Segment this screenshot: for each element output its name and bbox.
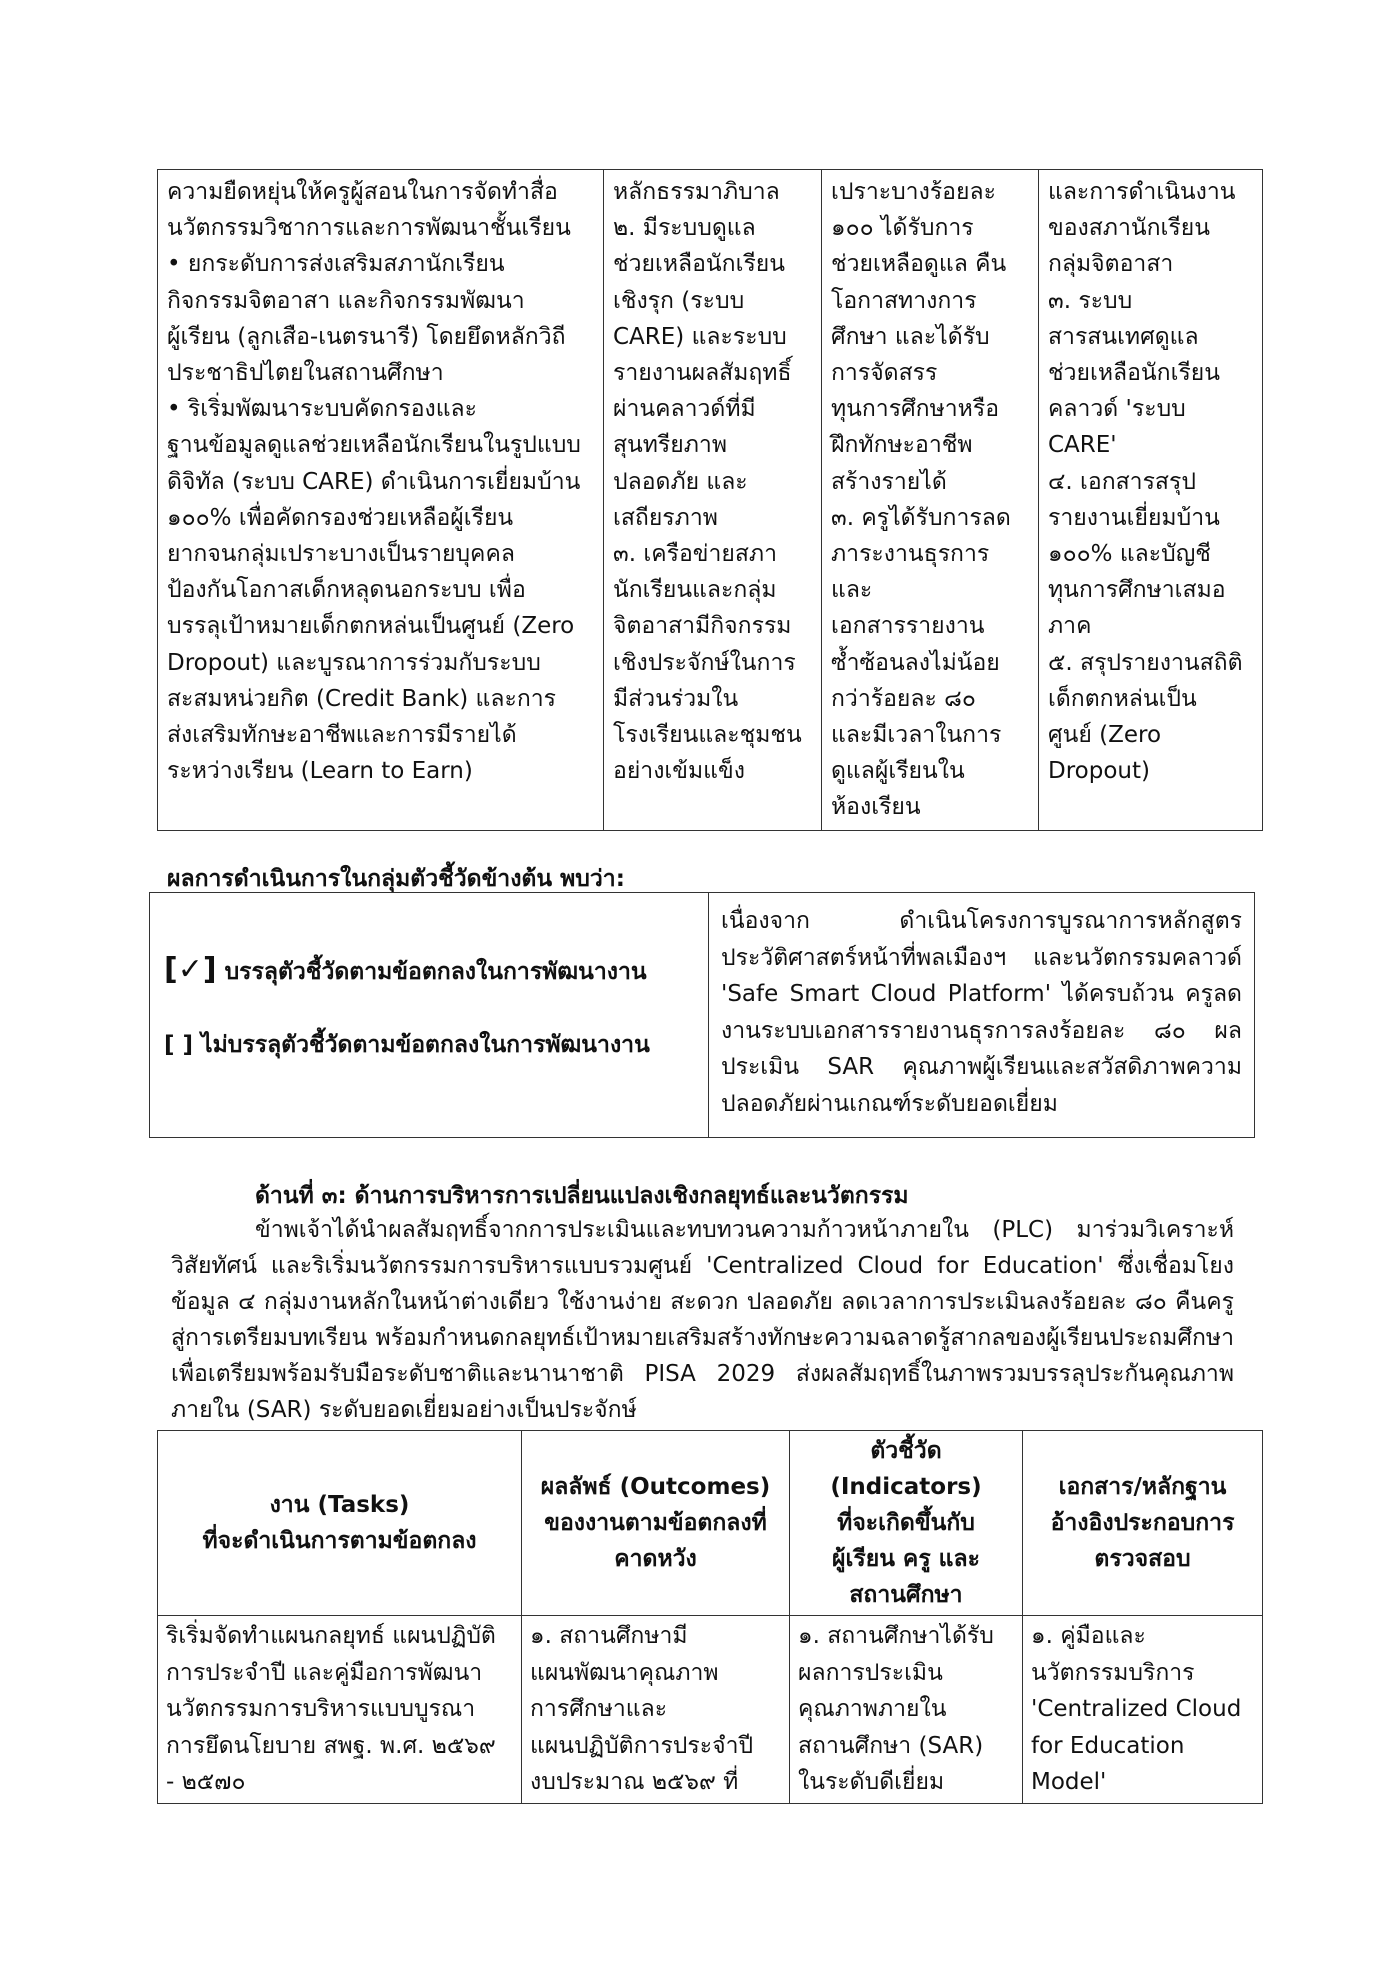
header-evidence: เอกสาร/หลักฐาน อ้างอิงประกอบการ ตรวจสอบ: [1023, 1431, 1263, 1616]
header-outcomes: ผลลัพธ์ (Outcomes) ของงานตามข้อตกลงที่ คาดหวัง: [522, 1431, 790, 1616]
unchecked-box-icon: [ ]: [164, 1031, 194, 1058]
result-reason-cell: เนื่องจาก ดำเนินโครงการบูรณาการหลักสูตรประวัติศาสตร์หน้าที่พลเมืองฯ และนวัตกรรมคลาวด์ 'Safe Smart Cloud Platform' ได้ครบถ้วน ครูลดงานระบบเอกสารรายงานธุรการลงร้อยละ ๘๐ ผลประเมิน SAR คุณภาพผู้เรียนและสวัสดิภาพความปลอดภัยผ่านเกณฑ์ระดับยอดเยี่ยม: [709, 893, 1255, 1138]
option-achieved: [164, 952, 694, 991]
header-tasks: งาน (Tasks) ที่จะดำเนินการตามข้อตกลง: [158, 1431, 522, 1616]
table-row: [158, 170, 1263, 831]
table-header-row: [158, 1431, 1263, 1616]
section-3-paragraph: ข้าพเจ้าได้นำผลสัมฤทธิ์จากการประเมินและทบทวนความก้าวหน้าภายใน (PLC) มาร่วมวิเคราะห์วิสัยทัศน์ และริเริ่มนวัตกรรมการบริหารแบบรวมศูนย์ 'Centralized Cloud for Education' ซึ่งเชื่อมโยงข้อมูล ๔ กลุ่มงานหลักในหน้าต่างเดียว ใช้งานง่าย สะดวก ปลอดภัย ลดเวลาการประเมินลงร้อยละ ๘๐ คืนครูสู่การเตรียมบทเรียน พร้อมกำหนดกลยุทธ์เป้าหมายเสริมสร้างทักษะความฉลาดรู้สากลของผู้เรียนประถมศึกษาเพื่อเตรียมพร้อมรับมือระดับชาติและนานาชาติ PISA 2029 ส่งผลสัมฤทธิ์ในภาพรวมบรรลุประกันคุณภาพภายใน (SAR) ระดับยอดเยี่ยมอย่างเป็นประจักษ์: [171, 1217, 1234, 1423]
outcome-cell: หลักธรรมาภิบาล ๒. มีระบบดูแล ช่วยเหลือนักเรียน เชิงรุก (ระบบ CARE) และระบบ รายงานผลสัมฤทธิ์ ผ่านคลาวด์ที่มี สุนทรียภาพ ปลอดภัย และ เสถียรภาพ ๓. เครือข่ายสภา นักเรียนและกลุ่ม จิตอาสามีกิจกรรม เชิงประจักษ์ในการ มีส่วนร่วมใน โรงเรียนและชุมชน อย่างเข้มแข็ง: [604, 170, 822, 831]
table-row: [158, 1616, 1263, 1804]
option-not-achieved-label: ไม่บรรลุตัวชี้วัดตามข้อตกลงในการพัฒนางาน: [201, 1031, 650, 1058]
indicator-cell: ๑. สถานศึกษาได้รับ ผลการประเมิน คุณภาพภายใน สถานศึกษา (SAR) ในระดับดีเยี่ยม: [790, 1616, 1023, 1804]
strategy-agreement-table: [157, 1430, 1263, 1804]
result-options-cell: [150, 893, 709, 1138]
header-indicators: ตัวชี้วัด (Indicators) ที่จะเกิดขึ้นกับ ผู้เรียน ครู และ สถานศึกษา: [790, 1431, 1023, 1616]
agreement-table-continued: [157, 169, 1263, 831]
result-heading: ผลการดำเนินการในกลุ่มตัวชี้วัดข้างต้น พบว่า:: [167, 866, 625, 892]
option-not-achieved: [164, 1027, 694, 1064]
indicator-cell: เปราะบางร้อยละ ๑๐๐ ได้รับการ ช่วยเหลือดูแล คืน โอกาสทางการ ศึกษา และได้รับ การจัดสรร ทุนการศึกษาหรือ ฝึกทักษะอาชีพ สร้างรายได้ ๓. ครูได้รับการลด ภาระงานธุรการ และ เอกสารรายงาน ซ้ำซ้อนลงไม่น้อย กว่าร้อยละ ๘๐ และมีเวลาในการ ดูแลผู้เรียนใน ห้องเรียน: [822, 170, 1039, 831]
task-cell: ความยืดหยุ่นให้ครูผู้สอนในการจัดทำสื่อ นวัตกรรมวิชาการและการพัฒนาชั้นเรียน • ยกระดับการส่งเสริมสภานักเรียน กิจกรรมจิตอาสา และกิจกรรมพัฒนา ผู้เรียน (ลูกเสือ-เนตรนารี) โดยยึดหลักวิถี ประชาธิปไตยในสถานศึกษา • ริเริ่มพัฒนาระบบคัดกรองและ ฐานข้อมูลดูแลช่วยเหลือนักเรียนในรูปแบบ ดิจิทัล (ระบบ CARE) ดำเนินการเยี่ยมบ้าน ๑๐๐% เพื่อคัดกรองช่วยเหลือผู้เรียน ยากจนกลุ่มเปราะบางเป็นรายบุคคล ป้องกันโอกาสเด็กหลุดนอกระบบ เพื่อ บรรลุเป้าหมายเด็กตกหล่นเป็นศูนย์ (Zero Dropout) และบูรณาการร่วมกับระบบ สะสมหน่วยกิต (Credit Bank) และการ ส่งเสริมทักษะอาชีพและการมีรายได้ ระหว่างเรียน (Learn to Earn): [158, 170, 604, 831]
outcome-cell: ๑. สถานศึกษามี แผนพัฒนาคุณภาพ การศึกษาและ แผนปฏิบัติการประจำปี งบประมาณ ๒๕๖๙ ที่: [522, 1616, 790, 1804]
evidence-cell: ๑. คู่มือและ นวัตกรรมบริการ 'Centralized Cloud for Education Model': [1023, 1616, 1263, 1804]
evidence-cell: และการดำเนินงาน ของสภานักเรียน กลุ่มจิตอาสา ๓. ระบบ สารสนเทศดูแล ช่วยเหลือนักเรียน คลาวด์ 'ระบบ CARE' ๔. เอกสารสรุป รายงานเยี่ยมบ้าน ๑๐๐% และบัญชี ทุนการศึกษาเสมอ ภาค ๕. สรุปรายงานสถิติ เด็กตกหล่นเป็น ศูนย์ (Zero Dropout): [1039, 170, 1263, 831]
result-table: [149, 892, 1255, 1138]
option-achieved-label: บรรลุตัวชี้วัดตามข้อตกลงในการพัฒนางาน: [224, 958, 647, 985]
task-cell: ริเริ่มจัดทำแผนกลยุทธ์ แผนปฏิบัติ การประจำปี และคู่มือการพัฒนา นวัตกรรมการบริหารแบบบูรณา การยึดนโยบาย สพฐ. พ.ศ. ๒๕๖๙ - ๒๕๗๐: [158, 1616, 522, 1804]
table-row: [150, 893, 1255, 1138]
section-3-title: ด้านที่ ๓: ด้านการบริหารการเปลี่ยนแปลงเชิงกลยุทธ์และนวัตกรรม: [255, 1183, 909, 1209]
checked-box-icon: [✓]: [164, 951, 217, 987]
